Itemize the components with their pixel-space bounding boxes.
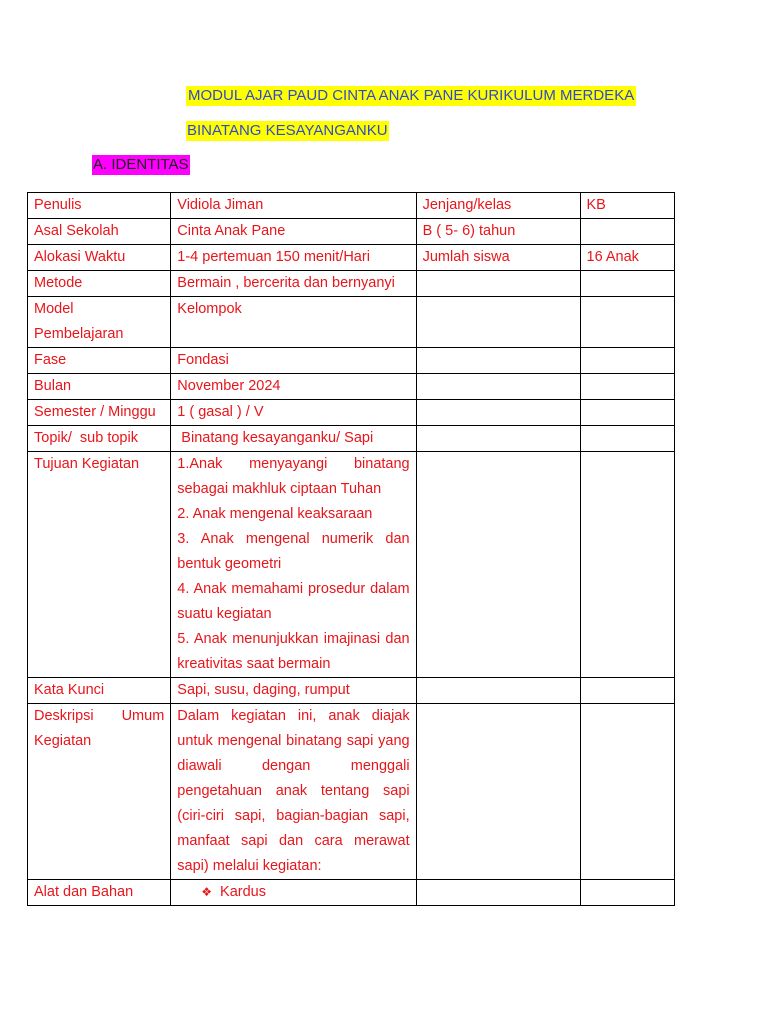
- row-value: Sapi, susu, daging, rumput: [171, 678, 416, 704]
- row-value-2: [580, 219, 674, 245]
- row-value: Fondasi: [171, 348, 416, 374]
- table-row: [28, 400, 675, 426]
- table-row: [28, 678, 675, 704]
- empty-cell: [416, 880, 580, 906]
- table-row: [28, 297, 675, 348]
- objective-item: 5. Anak menunjukkan imajinasi dan kreativitas saat bermain: [177, 631, 410, 672]
- row-label: Alokasi Waktu: [28, 245, 171, 271]
- table-row: [28, 704, 675, 880]
- row-label: Bulan: [28, 374, 171, 400]
- document-title: MODUL AJAR PAUD CINTA ANAK PANE KURIKULUM MERDEKA: [188, 87, 635, 104]
- row-label: Tujuan Kegiatan: [28, 452, 171, 678]
- row-value: Kelompok: [171, 297, 416, 348]
- objective-item: 1.Anak menyayangi binatang sebagai makhluk ciptaan Tuhan: [177, 456, 410, 497]
- row-label: Model Pembelajaran: [28, 297, 171, 348]
- empty-cell: [416, 348, 580, 374]
- empty-cell: [580, 348, 674, 374]
- row-value: Binatang kesayanganku/ Sapi: [171, 426, 416, 452]
- table-row: [28, 271, 675, 297]
- empty-cell: [580, 426, 674, 452]
- empty-cell: [416, 452, 580, 678]
- row-label: Semester / Minggu: [28, 400, 171, 426]
- empty-cell: [580, 271, 674, 297]
- table-row: [28, 374, 675, 400]
- row-label: Kata Kunci: [28, 678, 171, 704]
- empty-cell: [416, 297, 580, 348]
- empty-cell: [416, 271, 580, 297]
- row-label: Asal Sekolah: [28, 219, 171, 245]
- document-subtitle: BINATANG KESAYANGANKU: [187, 122, 388, 139]
- empty-cell: [580, 880, 674, 906]
- row-label-2: B ( 5- 6) tahun: [416, 219, 580, 245]
- table-row: [28, 245, 675, 271]
- table-row: [28, 880, 675, 906]
- empty-cell: [580, 678, 674, 704]
- row-label: Penulis: [28, 193, 171, 219]
- objective-item: 2. Anak mengenal keaksaraan: [177, 506, 373, 522]
- table-row: [28, 426, 675, 452]
- empty-cell: [416, 704, 580, 880]
- empty-cell: [580, 374, 674, 400]
- row-label-2: Jenjang/kelas: [416, 193, 580, 219]
- identity-table: [27, 192, 675, 906]
- row-label-2: Jumlah siswa: [416, 245, 580, 271]
- section-heading: A. IDENTITAS: [93, 156, 189, 173]
- empty-cell: [416, 426, 580, 452]
- row-label: Fase: [28, 348, 171, 374]
- table-row: [28, 348, 675, 374]
- row-value: 1 ( gasal ) / V: [171, 400, 416, 426]
- row-label: Deskripsi Umum Kegiatan: [28, 704, 171, 880]
- empty-cell: [416, 400, 580, 426]
- row-value: 1-4 pertemuan 150 menit/Hari: [171, 245, 416, 271]
- row-value: [171, 880, 416, 906]
- empty-cell: [580, 400, 674, 426]
- empty-cell: [580, 452, 674, 678]
- table-row: [28, 219, 675, 245]
- objective-item: 4. Anak memahami prosedur dalam suatu kegiatan: [177, 581, 410, 622]
- list-item: [177, 880, 409, 905]
- empty-cell: [580, 297, 674, 348]
- objective-item: 3. Anak mengenal numerik dan bentuk geometri: [177, 531, 410, 572]
- diamond-bullet-icon: ❖: [201, 885, 213, 899]
- row-value: Bermain , bercerita dan bernyanyi: [171, 271, 416, 297]
- row-label: Alat dan Bahan: [28, 880, 171, 906]
- row-label: Topik/ sub topik: [28, 426, 171, 452]
- objectives-list: [171, 452, 416, 678]
- row-label: Metode: [28, 271, 171, 297]
- table-row: [28, 193, 675, 219]
- row-value-2: 16 Anak: [580, 245, 674, 271]
- row-value: Dalam kegiatan ini, anak diajak untuk mengenal binatang sapi yang diawali dengan menggali pengetahuan anak tentang sapi (ciri-ciri sapi, bagian-bagian sapi, manfaat sapi dan cara merawat sapi) melalui kegiatan:: [171, 704, 416, 880]
- list-item-label: Kardus: [220, 884, 266, 900]
- empty-cell: [416, 374, 580, 400]
- table-row: [28, 452, 675, 678]
- row-value: Cinta Anak Pane: [171, 219, 416, 245]
- row-value: Vidiola Jiman: [171, 193, 416, 219]
- row-value: November 2024: [171, 374, 416, 400]
- empty-cell: [416, 678, 580, 704]
- empty-cell: [580, 704, 674, 880]
- row-value-2: KB: [580, 193, 674, 219]
